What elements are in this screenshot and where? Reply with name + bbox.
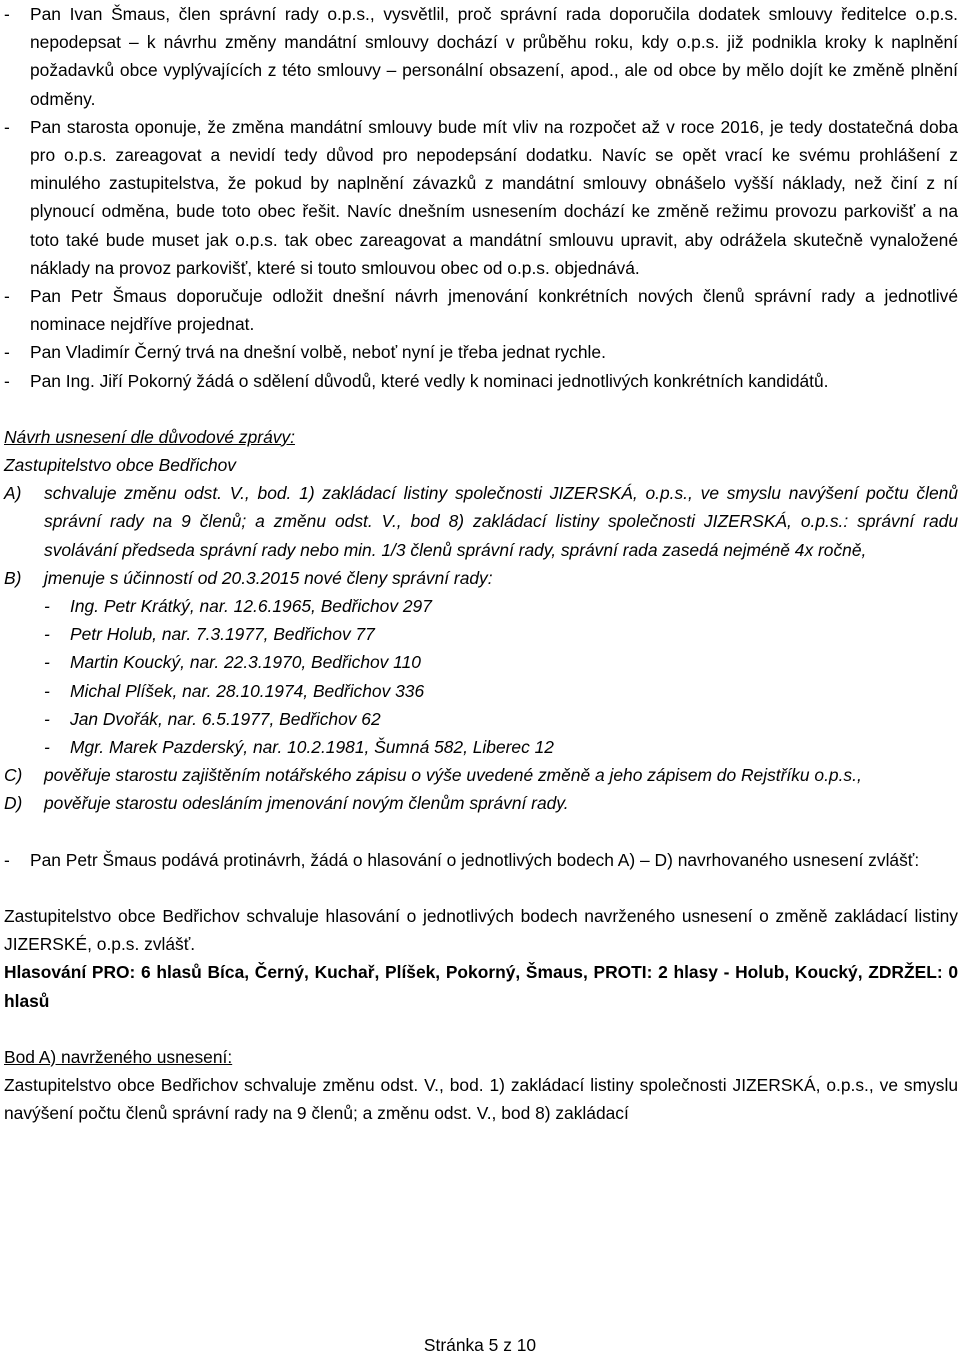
item-text: Pan Vladimír Černý trvá na dnešní volbě, neboť nyní je třeba jednat rychle.	[30, 342, 606, 363]
item-text: Pan Ing. Jiří Pokorný žádá o sdělení důvodů, které vedly k nominaci jednotlivých konkrétních kandidátů.	[30, 370, 829, 391]
member-item: - Petr Holub, nar. 7.3.1977, Bedřichov 77	[44, 624, 375, 645]
list-item: - Pan Vladimír Černý trvá na dnešní volbě, neboť nyní je třeba jednat rychle.	[4, 342, 606, 363]
counter-proposal: - Pan Petr Šmaus podává protinávrh, žádá o hlasování o jednotlivých bodech A) – D) navrhovaného usnesení zvlášť:	[4, 849, 920, 870]
list-item: - Pan Ivan Šmaus, člen správní rady o.p.s., vysvětlil, proč správní rada doporučila dodatek smlouvy ředitelce o.p.s. nepodepsat – k návrhu změny mandátní smlouvy dochází v průběhu roku, kdy o.p.s. již podnikla kroky k naplnění požadavků obce vyplývajících z této smlouvy – personální obsazení, apod., ale od obce by mělo dojít ke změně plnění odměny.	[4, 4, 958, 109]
document-body	[4, 0, 958, 1127]
page-number: Stránka 5 z 10	[423, 1335, 537, 1355]
member-item: - Jan Dvořák, nar. 6.5.1977, Bedřichov 62	[44, 708, 381, 729]
proposal-heading: Návrh usnesení dle důvodové zprávy:	[4, 426, 295, 447]
item-text: Pan Ivan Šmaus, člen správní rady o.p.s., vysvětlil, proč správní rada doporučila dodatek smlouvy ředitelce o.p.s. nepodepsat – k návrhu změny mandátní smlouvy dochází v průběhu roku, kdy o.p.s. již podnikla kroky k naplnění požadavků obce vyplývajících z této smlouvy – personální obsazení, apod., ale od obce by mělo dojít ke změně plnění odměny.	[30, 4, 958, 109]
proposal-point-a: A) schvaluje změnu odst. V., bod. 1) zakládací listiny společnosti JIZERSKÁ, o.p.s., ve smyslu navýšení počtu členů správní rady na 9 členů; a změnu odst. V., bod 8) zakládací listiny společnosti JIZERSKÁ, o.p.s.: správní radu svolávání předseda správní rady nebo min. 1/3 členů správní rady, správní rada zasedá nejméně 4x ročně,	[4, 483, 958, 560]
member-item: - Ing. Petr Krátký, nar. 12.6.1965, Bedřichov 297	[44, 596, 432, 617]
member-item: - Martin Koucký, nar. 22.3.1970, Bedřichov 110	[44, 652, 421, 673]
item-text: Pan Petr Šmaus doporučuje odložit dnešní návrh jmenování konkrétních nových členů správní rady a jednotlivé nominace nejdříve projednat.	[30, 286, 958, 335]
bod-a-text: Zastupitelstvo obce Bedřichov schvaluje změnu odst. V., bod. 1) zakládací listiny společnosti JIZERSKÁ, o.p.s., ve smyslu navýšení počtu členů správní rady na 9 členů; a změnu odst. V., bod 8) zakládací	[4, 1074, 958, 1124]
resolution-text: Zastupitelstvo obce Bedřichov schvaluje hlasování o jednotlivých bodech navrženého usnesení o změně zakládací listiny JIZERSKÉ, o.p.s. zvlášť.	[4, 905, 958, 955]
list-item: - Pan Petr Šmaus doporučuje odložit dnešní návrh jmenování konkrétních nových členů správní rady a jednotlivé nominace nejdříve projednat.	[4, 286, 958, 335]
item-text: Pan starosta oponuje, že změna mandátní smlouvy bude mít vliv na rozpočet až v roce 2016, je tedy dostatečná doba pro o.p.s. zareagovat a nevidí tedy důvod pro nepodepsání dodatku. Navíc se opět vrací ke svému prohlášení z minulého zastupitelstva, že pokud by naplnění závazků z mandátní smlouvy obnášelo vyšší náklady, než činí z ní plynoucí odměna, bude toto obec řešit. Navíc dnešním usnesením dochází ke změně režimu provozu parkovišť a na toto také bude muset jak o.p.s. tak obec zareagovat a mandátní smlouvu upravit, aby odrážela skutečně vynaložené náklady na provoz parkovišť, které si touto smlouvou obec od o.p.s. objednává.	[30, 116, 958, 278]
vote-result: Hlasování PRO: 6 hlasů Bíca, Černý, Kuchař, Plíšek, Pokorný, Šmaus, PROTI: 2 hlasy - Holub, Koucký, ZDRŽEL: 0 hlasů	[4, 962, 958, 1011]
list-item: - Pan starosta oponuje, že změna mandátní smlouvy bude mít vliv na rozpočet až v roce 2016, je tedy dostatečná doba pro o.p.s. zareagovat a nevidí tedy důvod pro nepodepsání dodatku. Navíc se opět vrací ke svému prohlášení z minulého zastupitelstva, že pokud by naplnění závazků z mandátní smlouvy obnášelo vyšší náklady, než činí z ní plynoucí odměna, bude toto obec řešit. Navíc dnešním usnesením dochází ke změně režimu provozu parkovišť a na toto také bude muset jak o.p.s. tak obec zareagovat a mandátní smlouvu upravit, aby odrážela skutečně vynaložené náklady na provoz parkovišť, které si touto smlouvou obec od o.p.s. objednává.	[4, 116, 958, 278]
member-item: - Mgr. Marek Pazderský, nar. 10.2.1981, Šumná 582, Liberec 12	[44, 737, 554, 758]
bod-a-heading: Bod A) navrženého usnesení:	[4, 1046, 233, 1067]
member-item: - Michal Plíšek, nar. 28.10.1974, Bedřichov 336	[44, 680, 425, 701]
proposal-point-c: C) pověřuje starostu zajištěním notářského zápisu o výše uvedené změně a jeho zápisem do Rejstříku o.p.s.,	[4, 765, 862, 786]
proposal-body: Zastupitelstvo obce Bedřichov	[4, 455, 236, 476]
proposal-point-b: B) jmenuje s účinností od 20.3.2015 nové členy správní rady:	[4, 567, 493, 588]
list-item: - Pan Ing. Jiří Pokorný žádá o sdělení důvodů, které vedly k nominaci jednotlivých konkrétních kandidátů.	[4, 370, 829, 391]
proposal-point-d: D) pověřuje starostu odesláním jmenování novým členům správní rady.	[4, 793, 569, 814]
